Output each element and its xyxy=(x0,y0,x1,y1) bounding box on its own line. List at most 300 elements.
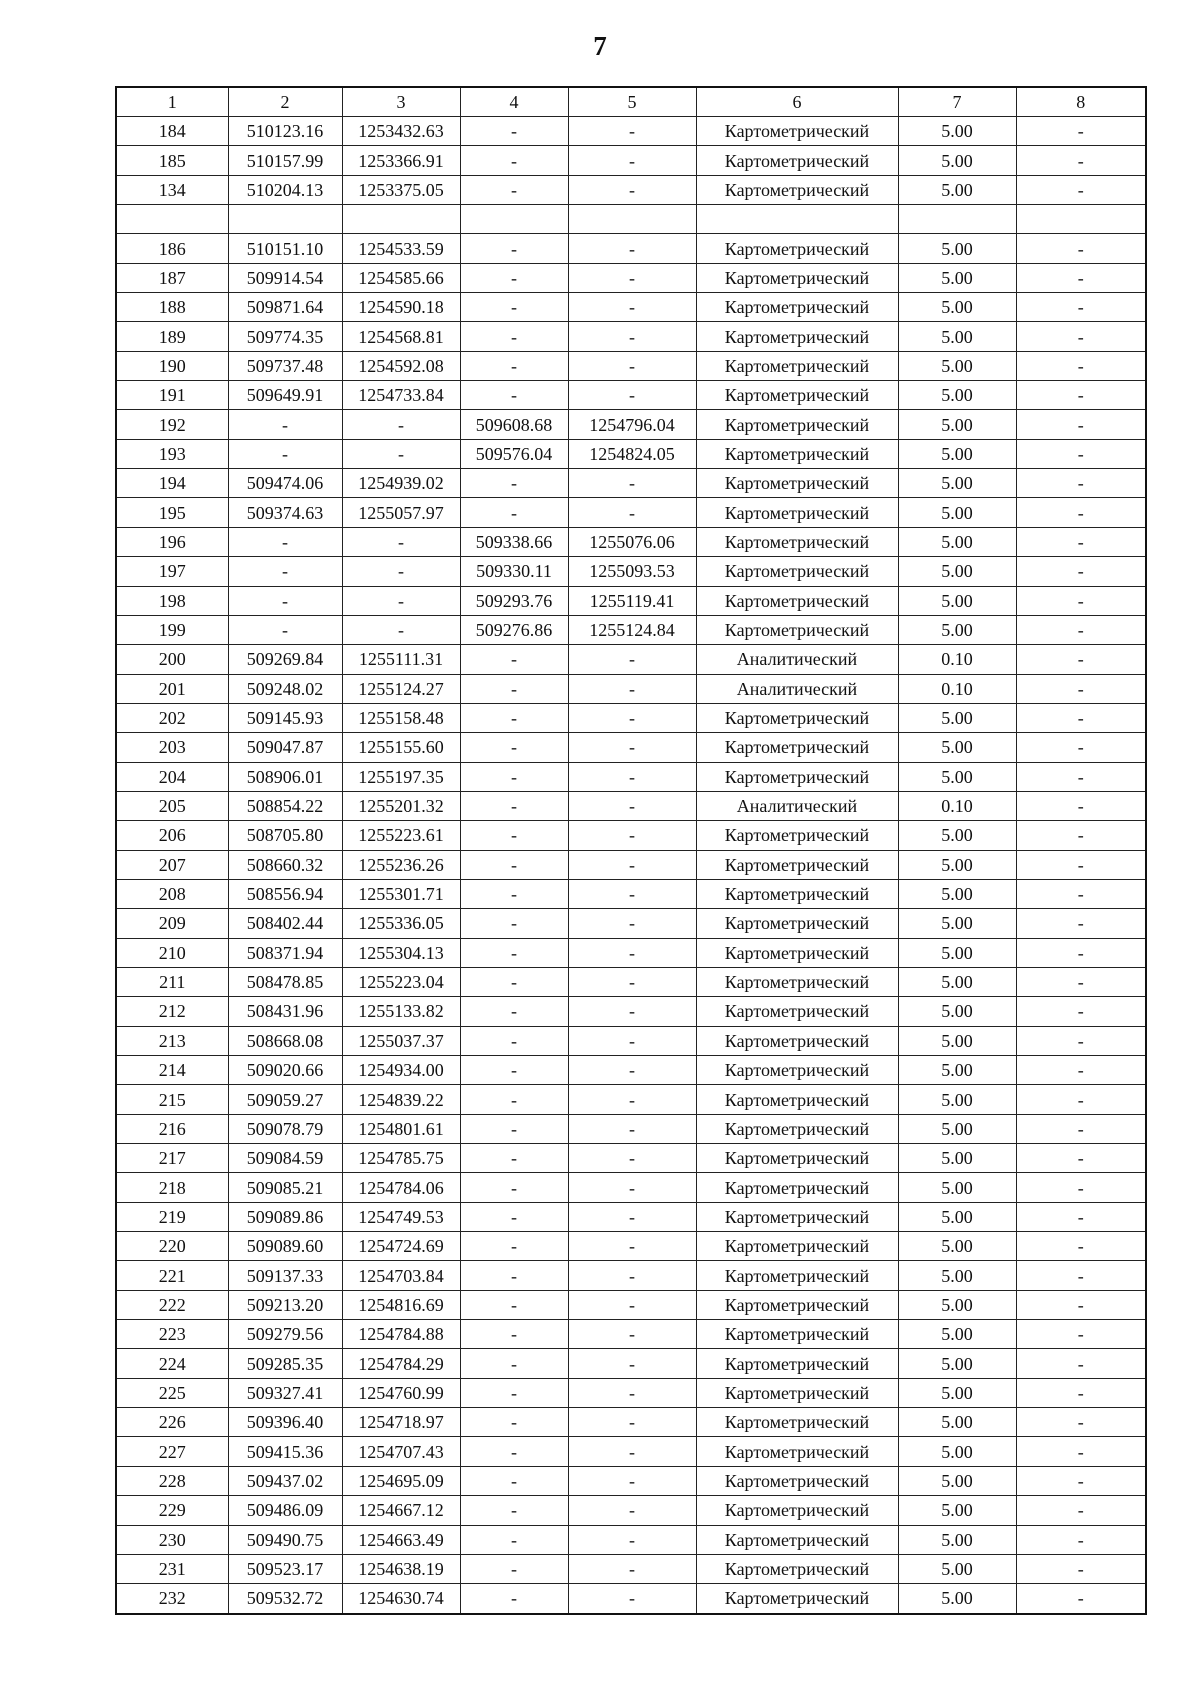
table-cell: - xyxy=(460,1144,568,1173)
table-cell: 509269.84 xyxy=(228,645,342,674)
table-row xyxy=(116,615,1146,644)
table-cell: - xyxy=(460,1378,568,1407)
table-cell: 1254667.12 xyxy=(342,1496,460,1525)
table-cell: 185 xyxy=(116,146,228,175)
table-cell: 209 xyxy=(116,909,228,938)
table-cell: 203 xyxy=(116,733,228,762)
table-cell: 1254760.99 xyxy=(342,1378,460,1407)
table-cell: - xyxy=(568,381,696,410)
table-row xyxy=(116,733,1146,762)
table-cell: 5.00 xyxy=(898,1144,1016,1173)
table-cell: - xyxy=(568,1437,696,1466)
table-cell: 228 xyxy=(116,1466,228,1495)
table-cell: 1254707.43 xyxy=(342,1437,460,1466)
table-cell: 509576.04 xyxy=(460,439,568,468)
table-cell: - xyxy=(1016,527,1146,556)
table-cell: - xyxy=(568,938,696,967)
column-header: 7 xyxy=(898,87,1016,117)
table-row xyxy=(116,1202,1146,1231)
table-cell: 509374.63 xyxy=(228,498,342,527)
table-cell: - xyxy=(568,1232,696,1261)
table-cell: 1255124.84 xyxy=(568,615,696,644)
table-cell: 508402.44 xyxy=(228,909,342,938)
table-cell: Картометрический xyxy=(696,762,898,791)
table-cell: 508705.80 xyxy=(228,821,342,850)
table-cell: 5.00 xyxy=(898,1290,1016,1319)
table-cell: - xyxy=(460,821,568,850)
coordinates-table xyxy=(115,86,1147,1615)
table-cell: - xyxy=(460,381,568,410)
table-cell: 208 xyxy=(116,879,228,908)
table-cell: - xyxy=(1016,1114,1146,1143)
table-row xyxy=(116,1232,1146,1261)
table-cell: 193 xyxy=(116,439,228,468)
table-cell: 509523.17 xyxy=(228,1554,342,1583)
table-cell: Картометрический xyxy=(696,615,898,644)
table-cell: Картометрический xyxy=(696,586,898,615)
table-cell: 196 xyxy=(116,527,228,556)
column-header: 2 xyxy=(228,87,342,117)
table-cell: 1255197.35 xyxy=(342,762,460,791)
table-cell: 509737.48 xyxy=(228,351,342,380)
table-cell: - xyxy=(568,1144,696,1173)
table-cell: Картометрический xyxy=(696,1290,898,1319)
table-cell: Картометрический xyxy=(696,1496,898,1525)
table-cell: 1255093.53 xyxy=(568,557,696,586)
table-cell: - xyxy=(568,645,696,674)
column-header: 1 xyxy=(116,87,228,117)
table-cell: 1253375.05 xyxy=(342,175,460,204)
table-cell: 1254749.53 xyxy=(342,1202,460,1231)
table-cell: - xyxy=(1016,1378,1146,1407)
table-cell: - xyxy=(1016,762,1146,791)
table-cell: 509327.41 xyxy=(228,1378,342,1407)
table-cell: Картометрический xyxy=(696,1202,898,1231)
table-cell: 1254733.84 xyxy=(342,381,460,410)
table-cell: Картометрический xyxy=(696,1554,898,1583)
table-cell: 201 xyxy=(116,674,228,703)
table-cell: - xyxy=(460,1173,568,1202)
table-cell: 5.00 xyxy=(898,175,1016,204)
table-cell: 5.00 xyxy=(898,263,1016,292)
table-cell: 5.00 xyxy=(898,967,1016,996)
table-cell: 5.00 xyxy=(898,909,1016,938)
table-cell: - xyxy=(568,674,696,703)
table-cell: - xyxy=(1016,1437,1146,1466)
table-cell: 5.00 xyxy=(898,762,1016,791)
table-cell: - xyxy=(568,791,696,820)
column-header: 8 xyxy=(1016,87,1146,117)
table-cell: - xyxy=(460,263,568,292)
table-cell xyxy=(898,205,1016,234)
table-cell: 188 xyxy=(116,293,228,322)
table-cell: - xyxy=(460,1349,568,1378)
table-cell xyxy=(228,205,342,234)
table-row xyxy=(116,146,1146,175)
table-row xyxy=(116,1437,1146,1466)
table-cell: - xyxy=(460,997,568,1026)
table-header xyxy=(116,87,1146,117)
table-row xyxy=(116,850,1146,879)
table-cell: - xyxy=(1016,1232,1146,1261)
table-cell: 1255301.71 xyxy=(342,879,460,908)
table-cell: - xyxy=(568,351,696,380)
table-cell: 1254663.49 xyxy=(342,1525,460,1554)
table-cell: - xyxy=(568,1114,696,1143)
table-cell: 509137.33 xyxy=(228,1261,342,1290)
table-cell: 509396.40 xyxy=(228,1408,342,1437)
table-cell: - xyxy=(342,615,460,644)
table-cell: 1255155.60 xyxy=(342,733,460,762)
table-cell: 5.00 xyxy=(898,469,1016,498)
table-row xyxy=(116,469,1146,498)
table-cell: 5.00 xyxy=(898,1554,1016,1583)
table-cell: 509084.59 xyxy=(228,1144,342,1173)
table-cell: - xyxy=(1016,469,1146,498)
table-cell: 5.00 xyxy=(898,381,1016,410)
table-cell: - xyxy=(1016,1290,1146,1319)
table-cell: - xyxy=(1016,791,1146,820)
table-cell: - xyxy=(460,351,568,380)
table-cell: - xyxy=(1016,674,1146,703)
table-cell: 1255076.06 xyxy=(568,527,696,556)
table-cell: 1254816.69 xyxy=(342,1290,460,1319)
table-cell: Картометрический xyxy=(696,1584,898,1614)
table-cell: 509078.79 xyxy=(228,1114,342,1143)
table-cell: 509213.20 xyxy=(228,1290,342,1319)
table-cell: - xyxy=(1016,117,1146,146)
table-cell: 1254630.74 xyxy=(342,1584,460,1614)
table-cell: 0.10 xyxy=(898,645,1016,674)
table-cell: 509532.72 xyxy=(228,1584,342,1614)
table-cell: - xyxy=(460,1026,568,1055)
table-cell: - xyxy=(460,879,568,908)
table-row xyxy=(116,1349,1146,1378)
table-cell: 509089.86 xyxy=(228,1202,342,1231)
table-row xyxy=(116,1466,1146,1495)
table-cell: - xyxy=(1016,645,1146,674)
table-cell: Картометрический xyxy=(696,381,898,410)
table-cell: Картометрический xyxy=(696,1349,898,1378)
table-cell: 134 xyxy=(116,175,228,204)
table-cell: 509914.54 xyxy=(228,263,342,292)
table-cell: 1254592.08 xyxy=(342,351,460,380)
table-cell: 508431.96 xyxy=(228,997,342,1026)
table-cell: 210 xyxy=(116,938,228,967)
table-cell: 206 xyxy=(116,821,228,850)
table-cell: Картометрический xyxy=(696,909,898,938)
table-cell: Картометрический xyxy=(696,879,898,908)
table-cell: - xyxy=(568,117,696,146)
table-cell: 1254839.22 xyxy=(342,1085,460,1114)
table-cell: - xyxy=(342,586,460,615)
table-cell: - xyxy=(1016,615,1146,644)
table-cell: 509486.09 xyxy=(228,1496,342,1525)
table-cell: 5.00 xyxy=(898,1496,1016,1525)
table-row xyxy=(116,586,1146,615)
table-row xyxy=(116,909,1146,938)
table-row xyxy=(116,674,1146,703)
table-cell: Картометрический xyxy=(696,938,898,967)
table-cell: - xyxy=(1016,1144,1146,1173)
header-row xyxy=(116,87,1146,117)
table-cell: - xyxy=(460,762,568,791)
table-cell: 5.00 xyxy=(898,293,1016,322)
table-cell: 1254784.06 xyxy=(342,1173,460,1202)
table-row xyxy=(116,410,1146,439)
table-row xyxy=(116,1085,1146,1114)
table-cell: 231 xyxy=(116,1554,228,1583)
table-cell: - xyxy=(228,557,342,586)
table-cell: - xyxy=(460,1202,568,1231)
table-cell: 509437.02 xyxy=(228,1466,342,1495)
table-cell: 1254939.02 xyxy=(342,469,460,498)
table-cell: Картометрический xyxy=(696,351,898,380)
table-cell: Картометрический xyxy=(696,1525,898,1554)
table-cell: Картометрический xyxy=(696,1173,898,1202)
table-cell: 5.00 xyxy=(898,351,1016,380)
table-cell: - xyxy=(568,175,696,204)
table-cell: 205 xyxy=(116,791,228,820)
table-cell: Картометрический xyxy=(696,175,898,204)
table-cell: 5.00 xyxy=(898,1202,1016,1231)
table-cell: 197 xyxy=(116,557,228,586)
table-cell: 508660.32 xyxy=(228,850,342,879)
table-cell: 215 xyxy=(116,1085,228,1114)
table-cell: - xyxy=(568,909,696,938)
column-header: 4 xyxy=(460,87,568,117)
table-cell: - xyxy=(460,791,568,820)
table-cell: 5.00 xyxy=(898,997,1016,1026)
table-cell: - xyxy=(342,557,460,586)
table-cell: 214 xyxy=(116,1056,228,1085)
table-cell: - xyxy=(1016,850,1146,879)
table-cell: - xyxy=(460,1466,568,1495)
table-cell: 1254695.09 xyxy=(342,1466,460,1495)
table-cell: Картометрический xyxy=(696,117,898,146)
table-cell: - xyxy=(1016,1320,1146,1349)
table-cell: - xyxy=(1016,351,1146,380)
table-cell: 202 xyxy=(116,703,228,732)
table-cell: - xyxy=(568,1290,696,1319)
table-cell: - xyxy=(568,967,696,996)
table-cell: Картометрический xyxy=(696,439,898,468)
table-cell: - xyxy=(460,1290,568,1319)
table-cell: 5.00 xyxy=(898,1349,1016,1378)
table-cell: 5.00 xyxy=(898,117,1016,146)
table-cell: - xyxy=(1016,234,1146,263)
table-cell: Картометрический xyxy=(696,1056,898,1085)
table-cell xyxy=(1016,205,1146,234)
table-cell: 5.00 xyxy=(898,410,1016,439)
table-cell: 219 xyxy=(116,1202,228,1231)
table-cell: 195 xyxy=(116,498,228,527)
table-cell: Аналитический xyxy=(696,791,898,820)
table-cell: 222 xyxy=(116,1290,228,1319)
table-cell: 509871.64 xyxy=(228,293,342,322)
table-cell: 509059.27 xyxy=(228,1085,342,1114)
table-cell: - xyxy=(1016,322,1146,351)
table-cell: 211 xyxy=(116,967,228,996)
table-cell: - xyxy=(460,498,568,527)
table-row xyxy=(116,322,1146,351)
table-cell: 1255236.26 xyxy=(342,850,460,879)
table-cell: 510151.10 xyxy=(228,234,342,263)
table-cell: 1255304.13 xyxy=(342,938,460,967)
table-cell: - xyxy=(1016,1202,1146,1231)
table-cell: - xyxy=(460,1408,568,1437)
table-cell: Картометрический xyxy=(696,234,898,263)
table-row xyxy=(116,1290,1146,1319)
table-cell: Картометрический xyxy=(696,469,898,498)
table-cell: 508668.08 xyxy=(228,1026,342,1055)
table-cell: - xyxy=(1016,909,1146,938)
table-cell: 5.00 xyxy=(898,1378,1016,1407)
table-cell: Картометрический xyxy=(696,821,898,850)
table-cell: 1255158.48 xyxy=(342,703,460,732)
table-cell: 509089.60 xyxy=(228,1232,342,1261)
table-cell: - xyxy=(568,997,696,1026)
table-cell: 1255119.41 xyxy=(568,586,696,615)
table-cell: - xyxy=(1016,1584,1146,1614)
table-cell: - xyxy=(1016,557,1146,586)
table-cell: 5.00 xyxy=(898,703,1016,732)
table-cell: - xyxy=(460,469,568,498)
table-cell: Аналитический xyxy=(696,645,898,674)
table-cell: - xyxy=(1016,938,1146,967)
table-cell: Картометрический xyxy=(696,498,898,527)
table-cell: - xyxy=(460,938,568,967)
table-cell: - xyxy=(568,1202,696,1231)
table-cell: 1254724.69 xyxy=(342,1232,460,1261)
table-cell: - xyxy=(568,1349,696,1378)
table-cell: - xyxy=(1016,1496,1146,1525)
table-cell: 508854.22 xyxy=(228,791,342,820)
table-cell: 509279.56 xyxy=(228,1320,342,1349)
table-cell: 232 xyxy=(116,1584,228,1614)
table-cell: 1254568.81 xyxy=(342,322,460,351)
table-cell: 221 xyxy=(116,1261,228,1290)
page-number: 7 xyxy=(593,31,607,61)
table-row xyxy=(116,439,1146,468)
table-cell: 204 xyxy=(116,762,228,791)
table-cell: - xyxy=(1016,175,1146,204)
table-cell: 509248.02 xyxy=(228,674,342,703)
table-cell: 509020.66 xyxy=(228,1056,342,1085)
table-cell: Картометрический xyxy=(696,703,898,732)
table-cell: 190 xyxy=(116,351,228,380)
table-cell: 508371.94 xyxy=(228,938,342,967)
table-cell: 5.00 xyxy=(898,439,1016,468)
table-cell: 192 xyxy=(116,410,228,439)
table-cell: 191 xyxy=(116,381,228,410)
table-cell: Аналитический xyxy=(696,674,898,703)
table-cell: 5.00 xyxy=(898,146,1016,175)
table-cell: 1255111.31 xyxy=(342,645,460,674)
table-cell: 198 xyxy=(116,586,228,615)
table-cell xyxy=(568,205,696,234)
table-row xyxy=(116,645,1146,674)
table-cell: - xyxy=(460,1584,568,1614)
table-cell: 5.00 xyxy=(898,498,1016,527)
table-row xyxy=(116,1026,1146,1055)
table-cell: - xyxy=(568,469,696,498)
table-row xyxy=(116,997,1146,1026)
table-cell: 1254785.75 xyxy=(342,1144,460,1173)
table-cell: - xyxy=(460,322,568,351)
table-cell: 1254801.61 xyxy=(342,1114,460,1143)
table-row xyxy=(116,1525,1146,1554)
table-cell: 1255223.61 xyxy=(342,821,460,850)
table-cell: - xyxy=(228,586,342,615)
table-cell: - xyxy=(1016,1085,1146,1114)
table-cell: 217 xyxy=(116,1144,228,1173)
table-cell: - xyxy=(1016,1466,1146,1495)
table-cell: 508906.01 xyxy=(228,762,342,791)
table-cell: 1255037.37 xyxy=(342,1026,460,1055)
table-cell: 5.00 xyxy=(898,1408,1016,1437)
table-cell: Картометрический xyxy=(696,557,898,586)
table-row xyxy=(116,527,1146,556)
table-cell: 510157.99 xyxy=(228,146,342,175)
table-row xyxy=(116,205,1146,234)
table-cell: - xyxy=(1016,1554,1146,1583)
table-cell: - xyxy=(460,967,568,996)
table-cell: - xyxy=(1016,1026,1146,1055)
table-cell: - xyxy=(460,234,568,263)
table-cell: 189 xyxy=(116,322,228,351)
table-cell: Картометрический xyxy=(696,1437,898,1466)
table-cell: 5.00 xyxy=(898,1437,1016,1466)
table-cell: 1255124.27 xyxy=(342,674,460,703)
table-cell: Картометрический xyxy=(696,1320,898,1349)
table-cell: 509774.35 xyxy=(228,322,342,351)
table-cell xyxy=(342,205,460,234)
table-cell: 5.00 xyxy=(898,1584,1016,1614)
table-cell: Картометрический xyxy=(696,850,898,879)
table-cell: 509047.87 xyxy=(228,733,342,762)
table-cell: - xyxy=(1016,293,1146,322)
table-cell: - xyxy=(568,1261,696,1290)
table-cell: 187 xyxy=(116,263,228,292)
table-cell: 223 xyxy=(116,1320,228,1349)
table-cell: 1254824.05 xyxy=(568,439,696,468)
table-row xyxy=(116,938,1146,967)
table-row xyxy=(116,967,1146,996)
table-cell: - xyxy=(568,821,696,850)
table-cell: - xyxy=(460,1056,568,1085)
table-cell: - xyxy=(1016,1261,1146,1290)
table-cell: - xyxy=(568,1408,696,1437)
table-cell: Картометрический xyxy=(696,967,898,996)
table-cell: 508478.85 xyxy=(228,967,342,996)
table-cell: - xyxy=(342,527,460,556)
table-cell: 220 xyxy=(116,1232,228,1261)
table-cell: 509474.06 xyxy=(228,469,342,498)
table-cell: 509276.86 xyxy=(460,615,568,644)
table-row xyxy=(116,234,1146,263)
table-cell: 5.00 xyxy=(898,1173,1016,1202)
table-cell: 226 xyxy=(116,1408,228,1437)
table-cell: 216 xyxy=(116,1114,228,1143)
table-cell: - xyxy=(568,762,696,791)
table-cell: 5.00 xyxy=(898,1320,1016,1349)
table-cell: - xyxy=(228,410,342,439)
table-cell: - xyxy=(568,1525,696,1554)
table-cell: 1254703.84 xyxy=(342,1261,460,1290)
table-row xyxy=(116,1320,1146,1349)
table-cell: - xyxy=(568,1466,696,1495)
